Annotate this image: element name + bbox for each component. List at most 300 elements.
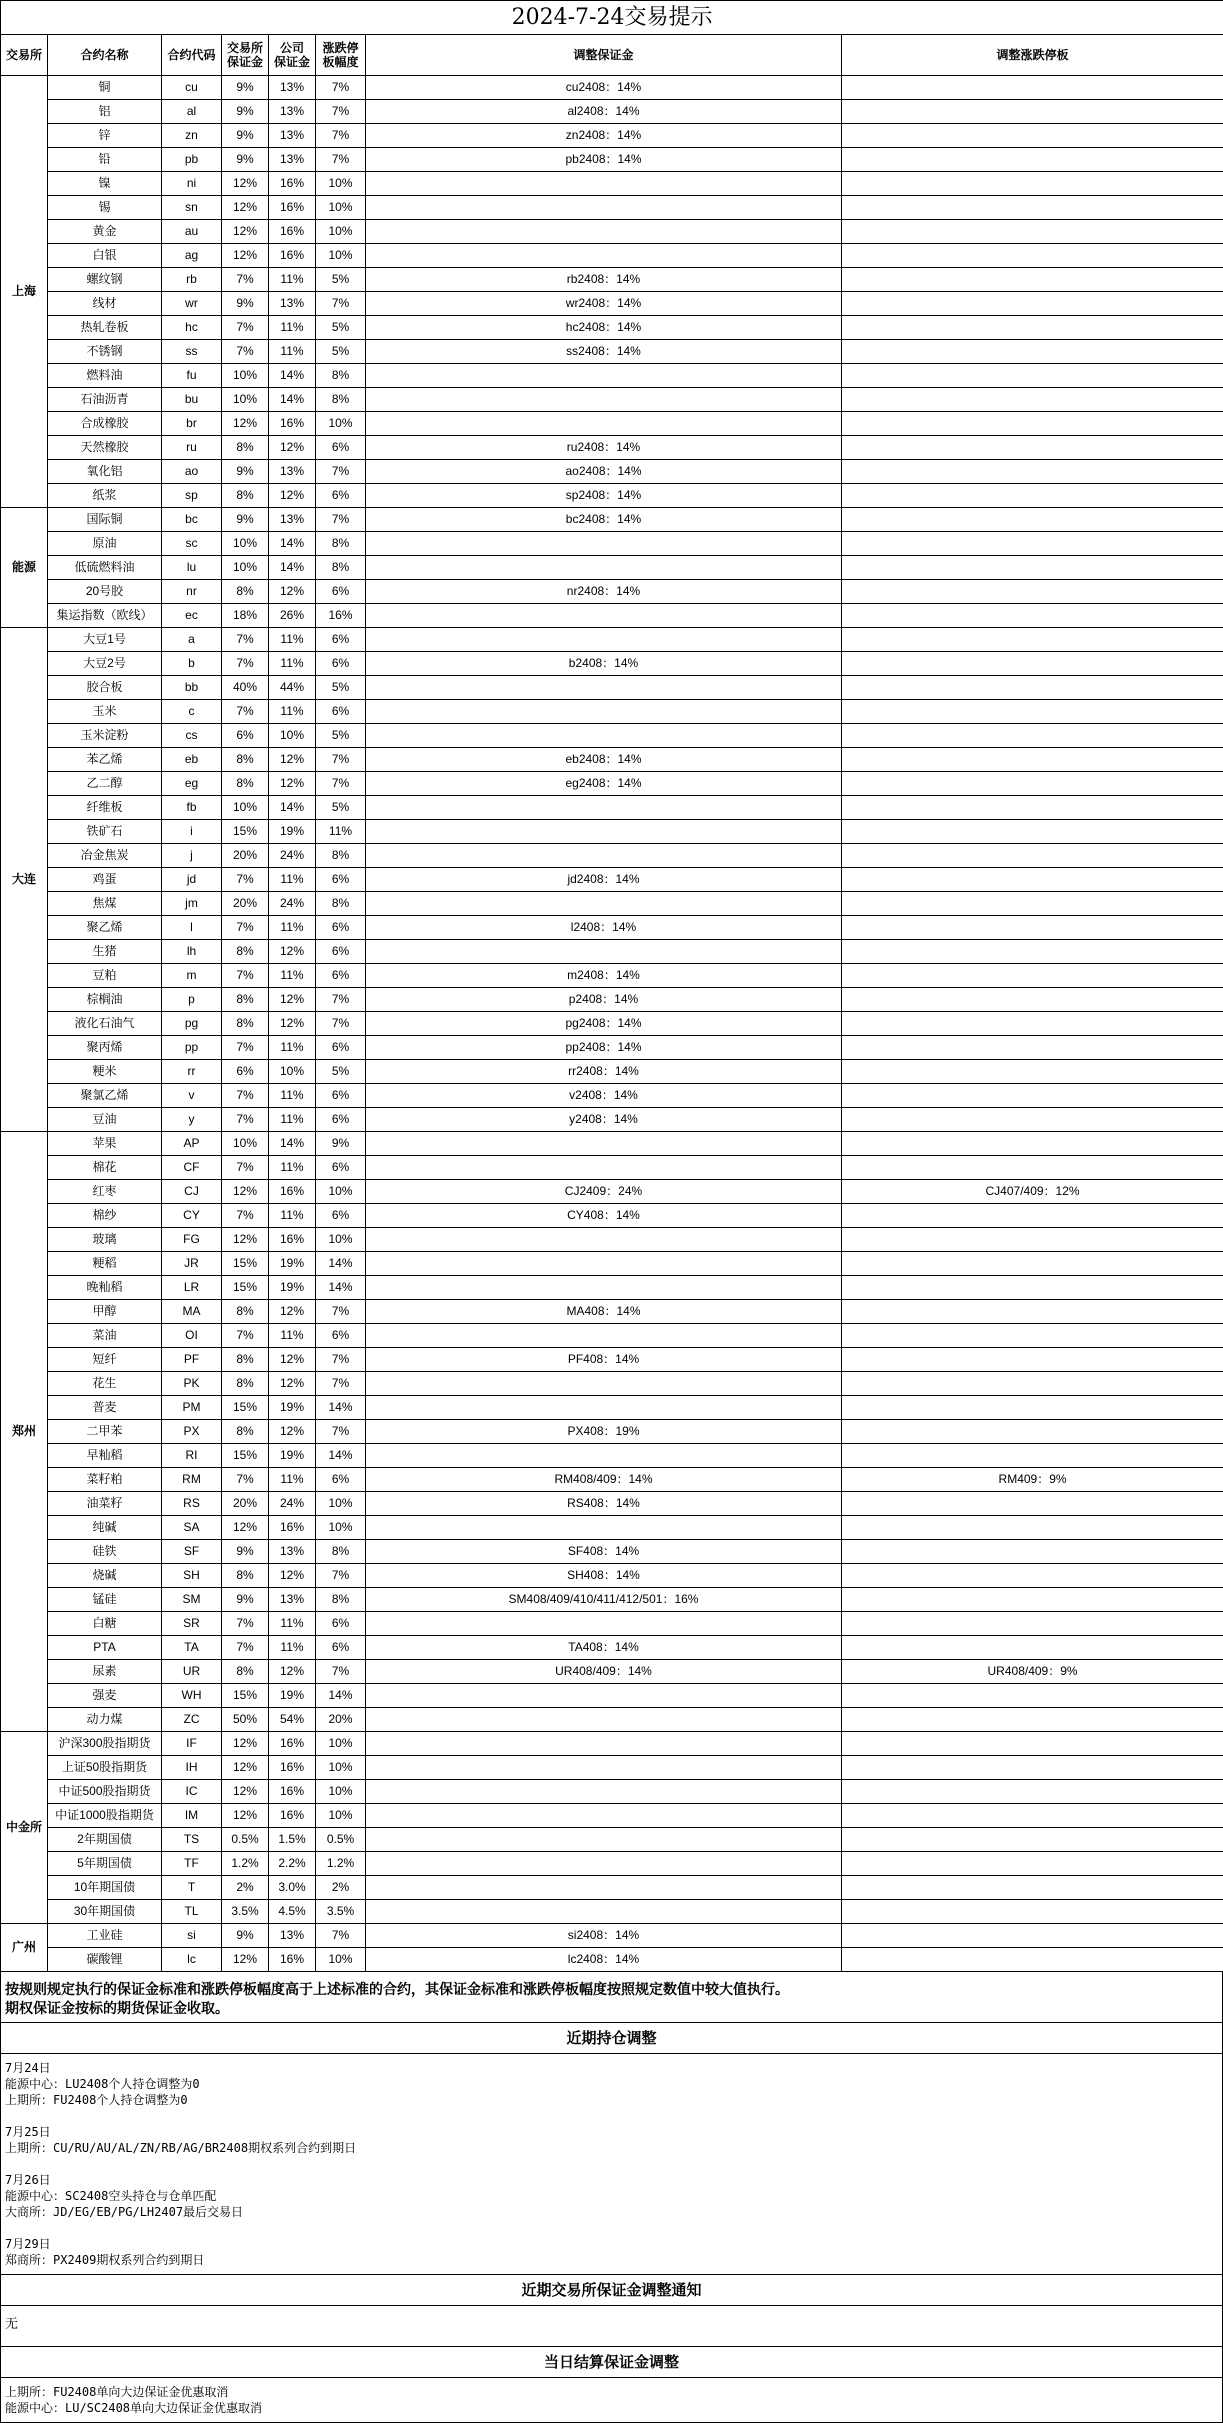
position-adjust-line: 能源中心：SC2408空头持仓与仓单匹配 [5, 2188, 1218, 2204]
table-row [1, 484, 1223, 508]
header-adjusted-limit: 调整涨跌停板 [842, 35, 1223, 76]
company-margin-cell: 24% [269, 1492, 316, 1516]
price-limit-cell: 7% [316, 292, 366, 316]
price-limit-cell: 6% [316, 1084, 366, 1108]
adjusted-margin-cell [366, 364, 842, 388]
exchange-margin-cell: 9% [222, 292, 269, 316]
table-row [1, 988, 1223, 1012]
price-limit-cell: 6% [316, 916, 366, 940]
adjusted-limit-cell [842, 436, 1223, 460]
exchange-margin-cell: 0.5% [222, 1828, 269, 1852]
contract-name-cell: 棕榈油 [48, 988, 162, 1012]
company-margin-cell: 14% [269, 532, 316, 556]
contract-code-cell: zn [162, 124, 222, 148]
price-limit-cell: 7% [316, 1660, 366, 1684]
price-limit-cell: 10% [316, 1180, 366, 1204]
company-margin-cell: 16% [269, 244, 316, 268]
price-limit-cell: 2% [316, 1876, 366, 1900]
adjusted-margin-cell [366, 1276, 842, 1300]
table-row [1, 412, 1223, 436]
table-row [1, 1036, 1223, 1060]
exchange-margin-cell: 9% [222, 148, 269, 172]
contract-code-cell: nr [162, 580, 222, 604]
table-row [1, 844, 1223, 868]
adjusted-limit-cell [842, 1612, 1223, 1636]
adjusted-limit-cell [842, 316, 1223, 340]
exchange-margin-cell: 7% [222, 268, 269, 292]
adjusted-limit-cell [842, 868, 1223, 892]
contract-name-cell: 液化石油气 [48, 1012, 162, 1036]
contract-name-cell: 棉纱 [48, 1204, 162, 1228]
price-limit-cell: 14% [316, 1252, 366, 1276]
adjusted-margin-cell: UR408/409：14% [366, 1660, 842, 1684]
company-margin-cell: 16% [269, 1804, 316, 1828]
price-limit-cell: 10% [316, 220, 366, 244]
exchange-margin-cell: 12% [222, 1780, 269, 1804]
company-margin-cell: 14% [269, 388, 316, 412]
contract-name-cell: 尿素 [48, 1660, 162, 1684]
adjusted-margin-cell [366, 220, 842, 244]
contract-name-cell: 氧化铝 [48, 460, 162, 484]
adjusted-margin-cell [366, 604, 842, 628]
contract-code-cell: ni [162, 172, 222, 196]
contract-name-cell: 早籼稻 [48, 1444, 162, 1468]
adjusted-margin-cell [366, 1252, 842, 1276]
company-margin-cell: 11% [269, 1084, 316, 1108]
adjusted-margin-cell: CY408：14% [366, 1204, 842, 1228]
company-margin-cell: 10% [269, 1060, 316, 1084]
contract-code-cell: AP [162, 1132, 222, 1156]
adjusted-limit-cell [842, 1348, 1223, 1372]
adjusted-margin-cell [366, 844, 842, 868]
contract-code-cell: lu [162, 556, 222, 580]
company-margin-cell: 19% [269, 820, 316, 844]
price-limit-cell: 9% [316, 1132, 366, 1156]
exchange-margin-cell: 7% [222, 1468, 269, 1492]
contract-name-cell: 普麦 [48, 1396, 162, 1420]
contract-name-cell: 2年期国债 [48, 1828, 162, 1852]
table-row [1, 748, 1223, 772]
price-limit-cell: 7% [316, 100, 366, 124]
adjusted-limit-cell [842, 1540, 1223, 1564]
company-margin-cell: 13% [269, 508, 316, 532]
adjusted-margin-cell: eg2408：14% [366, 772, 842, 796]
exchange-margin-cell: 7% [222, 1108, 269, 1132]
adjusted-limit-cell [842, 220, 1223, 244]
adjusted-limit-cell [842, 1036, 1223, 1060]
table-row [1, 964, 1223, 988]
contract-name-cell: 菜油 [48, 1324, 162, 1348]
contract-code-cell: OI [162, 1324, 222, 1348]
company-margin-cell: 3.0% [269, 1876, 316, 1900]
price-limit-cell: 14% [316, 1276, 366, 1300]
company-margin-cell: 12% [269, 1300, 316, 1324]
contract-code-cell: FG [162, 1228, 222, 1252]
company-margin-cell: 24% [269, 844, 316, 868]
exchange-margin-cell: 18% [222, 604, 269, 628]
adjusted-margin-cell [366, 556, 842, 580]
margin-table-body [1, 1, 1223, 1972]
page-title: 2024-7-24交易提示 [1, 1, 1223, 35]
company-margin-cell: 12% [269, 1372, 316, 1396]
exchange-margin-cell: 7% [222, 340, 269, 364]
exchange-margin-cell: 20% [222, 892, 269, 916]
adjusted-margin-cell [366, 1900, 842, 1924]
exchange-margin-cell: 15% [222, 820, 269, 844]
adjusted-margin-cell: TA408：14% [366, 1636, 842, 1660]
company-margin-cell: 11% [269, 1036, 316, 1060]
contract-name-cell: 30年期国债 [48, 1900, 162, 1924]
company-margin-cell: 11% [269, 1636, 316, 1660]
exchange-margin-cell: 8% [222, 940, 269, 964]
table-row [1, 1900, 1223, 1924]
contract-code-cell: PK [162, 1372, 222, 1396]
adjusted-margin-cell: zn2408：14% [366, 124, 842, 148]
company-margin-cell: 12% [269, 1564, 316, 1588]
company-margin-cell: 14% [269, 1132, 316, 1156]
contract-code-cell: al [162, 100, 222, 124]
table-row [1, 676, 1223, 700]
table-row [1, 1324, 1223, 1348]
adjusted-limit-cell [842, 1204, 1223, 1228]
table-row [1, 76, 1223, 100]
table-row [1, 1948, 1223, 1972]
price-limit-cell: 5% [316, 268, 366, 292]
adjusted-margin-cell: RS408：14% [366, 1492, 842, 1516]
contract-name-cell: 强麦 [48, 1684, 162, 1708]
contract-code-cell: wr [162, 292, 222, 316]
table-row [1, 532, 1223, 556]
company-margin-cell: 12% [269, 484, 316, 508]
table-row [1, 196, 1223, 220]
contract-name-cell: 粳米 [48, 1060, 162, 1084]
exchange-margin-cell: 8% [222, 988, 269, 1012]
price-limit-cell: 5% [316, 676, 366, 700]
price-limit-cell: 7% [316, 772, 366, 796]
exchange-cell: 中金所 [1, 1732, 48, 1924]
exchange-cell: 广州 [1, 1924, 48, 1972]
exchange-margin-cell: 7% [222, 628, 269, 652]
adjusted-margin-cell [366, 1612, 842, 1636]
company-margin-cell: 13% [269, 292, 316, 316]
contract-code-cell: TL [162, 1900, 222, 1924]
company-margin-cell: 13% [269, 100, 316, 124]
price-limit-cell: 7% [316, 1420, 366, 1444]
table-row [1, 1156, 1223, 1180]
adjusted-margin-cell [366, 1876, 842, 1900]
table-row [1, 220, 1223, 244]
contract-code-cell: SH [162, 1564, 222, 1588]
adjusted-margin-cell [366, 1732, 842, 1756]
contract-name-cell: 玻璃 [48, 1228, 162, 1252]
price-limit-cell: 20% [316, 1708, 366, 1732]
price-limit-cell: 8% [316, 364, 366, 388]
contract-name-cell: 铜 [48, 76, 162, 100]
company-margin-cell: 11% [269, 1108, 316, 1132]
adjusted-margin-cell [366, 1156, 842, 1180]
adjusted-margin-cell: nr2408：14% [366, 580, 842, 604]
exchange-cell: 大连 [1, 628, 48, 1132]
adjusted-limit-cell [842, 1300, 1223, 1324]
price-limit-cell: 0.5% [316, 1828, 366, 1852]
adjusted-margin-cell [366, 1132, 842, 1156]
adjusted-margin-cell [366, 1396, 842, 1420]
adjusted-margin-cell [366, 1804, 842, 1828]
contract-name-cell: 甲醇 [48, 1300, 162, 1324]
company-margin-cell: 2.2% [269, 1852, 316, 1876]
adjusted-limit-cell [842, 100, 1223, 124]
price-limit-cell: 8% [316, 844, 366, 868]
contract-name-cell: 铅 [48, 148, 162, 172]
position-adjust-line: 大商所：JD/EG/EB/PG/LH2407最后交易日 [5, 2204, 1218, 2220]
position-adjust-line: 郑商所：PX2409期权系列合约到期日 [5, 2252, 1218, 2268]
contract-code-cell: PM [162, 1396, 222, 1420]
company-margin-cell: 11% [269, 1468, 316, 1492]
contract-code-cell: bu [162, 388, 222, 412]
price-limit-cell: 6% [316, 964, 366, 988]
adjusted-limit-cell [842, 1084, 1223, 1108]
price-limit-cell: 10% [316, 1516, 366, 1540]
company-margin-cell: 12% [269, 436, 316, 460]
price-limit-cell: 6% [316, 1204, 366, 1228]
adjusted-limit-cell [842, 1324, 1223, 1348]
adjusted-margin-cell: ss2408：14% [366, 340, 842, 364]
table-row [1, 316, 1223, 340]
contract-name-cell: 线材 [48, 292, 162, 316]
contract-name-cell: 沪深300股指期货 [48, 1732, 162, 1756]
exchange-margin-cell: 8% [222, 1372, 269, 1396]
contract-name-cell: 中证500股指期货 [48, 1780, 162, 1804]
contract-code-cell: RS [162, 1492, 222, 1516]
adjusted-limit-cell [842, 748, 1223, 772]
table-row [1, 1780, 1223, 1804]
adjusted-limit-cell [842, 532, 1223, 556]
adjusted-limit-cell [842, 1012, 1223, 1036]
adjusted-limit-cell [842, 1444, 1223, 1468]
table-row [1, 1396, 1223, 1420]
exchange-margin-cell: 7% [222, 868, 269, 892]
contract-name-cell: 聚丙烯 [48, 1036, 162, 1060]
price-limit-cell: 10% [316, 1948, 366, 1972]
contract-name-cell: PTA [48, 1636, 162, 1660]
contract-code-cell: bb [162, 676, 222, 700]
company-margin-cell: 14% [269, 364, 316, 388]
position-adjust-line: 上期所：FU2408个人持仓调整为0 [5, 2092, 1218, 2108]
contract-code-cell: TA [162, 1636, 222, 1660]
contract-code-cell: SM [162, 1588, 222, 1612]
contract-code-cell: CF [162, 1156, 222, 1180]
exchange-margin-cell: 12% [222, 1732, 269, 1756]
adjusted-limit-cell [842, 1228, 1223, 1252]
header-adjusted-margin: 调整保证金 [366, 35, 842, 76]
table-row [1, 148, 1223, 172]
adjusted-margin-cell [366, 1756, 842, 1780]
exchange-margin-cell: 3.5% [222, 1900, 269, 1924]
price-limit-cell: 3.5% [316, 1900, 366, 1924]
adjusted-limit-cell [842, 1252, 1223, 1276]
contract-name-cell: 冶金焦炭 [48, 844, 162, 868]
exchange-margin-cell: 10% [222, 1132, 269, 1156]
table-row [1, 1708, 1223, 1732]
table-row [1, 772, 1223, 796]
table-row [1, 1660, 1223, 1684]
company-margin-cell: 16% [269, 412, 316, 436]
price-limit-cell: 7% [316, 508, 366, 532]
adjusted-margin-cell: PX408：19% [366, 1420, 842, 1444]
contract-code-cell: PX [162, 1420, 222, 1444]
company-margin-cell: 13% [269, 460, 316, 484]
contract-name-cell: 工业硅 [48, 1924, 162, 1948]
company-margin-cell: 12% [269, 1420, 316, 1444]
contract-code-cell: i [162, 820, 222, 844]
adjusted-limit-cell [842, 172, 1223, 196]
adjusted-margin-cell: PF408：14% [366, 1348, 842, 1372]
company-margin-cell: 12% [269, 580, 316, 604]
contract-name-cell: 玉米 [48, 700, 162, 724]
adjusted-limit-cell [842, 796, 1223, 820]
price-limit-cell: 10% [316, 412, 366, 436]
contract-code-cell: br [162, 412, 222, 436]
adjusted-limit-cell [842, 1804, 1223, 1828]
rule-note-line-1: 按规则规定执行的保证金标准和涨跌停板幅度高于上述标准的合约，其保证金标准和涨跌停板幅度按照规定数值中较大值执行。 [5, 1980, 1218, 1999]
price-limit-cell: 14% [316, 1684, 366, 1708]
contract-code-cell: SF [162, 1540, 222, 1564]
contract-code-cell: rr [162, 1060, 222, 1084]
company-margin-cell: 16% [269, 1180, 316, 1204]
contract-name-cell: 苯乙烯 [48, 748, 162, 772]
table-row [1, 460, 1223, 484]
price-limit-cell: 6% [316, 1324, 366, 1348]
price-limit-cell: 8% [316, 532, 366, 556]
company-margin-cell: 11% [269, 340, 316, 364]
price-limit-cell: 10% [316, 1228, 366, 1252]
company-margin-cell: 4.5% [269, 1900, 316, 1924]
adjusted-limit-cell [842, 292, 1223, 316]
position-adjust-date: 7月25日 [5, 2124, 1218, 2140]
contract-name-cell: 中证1000股指期货 [48, 1804, 162, 1828]
contract-code-cell: sp [162, 484, 222, 508]
contract-code-cell: WH [162, 1684, 222, 1708]
price-limit-cell: 6% [316, 1468, 366, 1492]
adjusted-limit-cell: UR408/409：9% [842, 1660, 1223, 1684]
adjusted-margin-cell [366, 1828, 842, 1852]
company-margin-cell: 13% [269, 1540, 316, 1564]
adjusted-margin-cell: pp2408：14% [366, 1036, 842, 1060]
table-row [1, 388, 1223, 412]
adjusted-margin-cell: SH408：14% [366, 1564, 842, 1588]
table-row [1, 1180, 1223, 1204]
header-contract-name: 合约名称 [48, 35, 162, 76]
settlement-adjust-title: 当日结算保证金调整 [1, 2347, 1222, 2378]
contract-name-cell: 天然橡胶 [48, 436, 162, 460]
contract-code-cell: pb [162, 148, 222, 172]
table-row [1, 1732, 1223, 1756]
rule-note [1, 1972, 1222, 2023]
contract-name-cell: 烧碱 [48, 1564, 162, 1588]
header-row [1, 35, 1223, 76]
table-row [1, 436, 1223, 460]
company-margin-cell: 16% [269, 1228, 316, 1252]
adjusted-limit-cell [842, 1756, 1223, 1780]
adjusted-margin-cell: l2408：14% [366, 916, 842, 940]
position-adjust-date: 7月24日 [5, 2060, 1218, 2076]
contract-name-cell: 集运指数（欧线） [48, 604, 162, 628]
adjusted-margin-cell [366, 676, 842, 700]
adjusted-limit-cell: CJ407/409：12% [842, 1180, 1223, 1204]
company-margin-cell: 44% [269, 676, 316, 700]
company-margin-cell: 11% [269, 652, 316, 676]
adjusted-limit-cell [842, 1588, 1223, 1612]
contract-code-cell: TS [162, 1828, 222, 1852]
exchange-margin-cell: 7% [222, 652, 269, 676]
adjusted-margin-cell: pg2408：14% [366, 1012, 842, 1036]
table-row [1, 1852, 1223, 1876]
contract-code-cell: m [162, 964, 222, 988]
adjusted-margin-cell [366, 820, 842, 844]
table-row [1, 1444, 1223, 1468]
adjusted-limit-cell [842, 652, 1223, 676]
exchange-margin-cell: 8% [222, 1660, 269, 1684]
price-limit-cell: 7% [316, 124, 366, 148]
company-margin-cell: 11% [269, 1324, 316, 1348]
exchange-cell: 上海 [1, 76, 48, 508]
price-limit-cell: 7% [316, 1348, 366, 1372]
company-margin-cell: 10% [269, 724, 316, 748]
header-price-limit: 涨跌停 板幅度 [316, 35, 366, 76]
exchange-margin-cell: 7% [222, 1036, 269, 1060]
contract-code-cell: p [162, 988, 222, 1012]
price-limit-cell: 14% [316, 1396, 366, 1420]
price-limit-cell: 6% [316, 1612, 366, 1636]
contract-code-cell: MA [162, 1300, 222, 1324]
exchange-margin-cell: 7% [222, 964, 269, 988]
adjusted-limit-cell [842, 1372, 1223, 1396]
adjusted-limit-cell [842, 1780, 1223, 1804]
exchange-margin-cell: 10% [222, 364, 269, 388]
table-row [1, 1420, 1223, 1444]
exchange-margin-cell: 8% [222, 1348, 269, 1372]
adjusted-limit-cell [842, 1492, 1223, 1516]
price-limit-cell: 10% [316, 1780, 366, 1804]
company-margin-cell: 13% [269, 1924, 316, 1948]
adjusted-limit-cell [842, 1708, 1223, 1732]
adjusted-limit-cell [842, 124, 1223, 148]
contract-name-cell: 聚乙烯 [48, 916, 162, 940]
company-margin-cell: 13% [269, 124, 316, 148]
exchange-margin-cell: 12% [222, 244, 269, 268]
company-margin-cell: 11% [269, 868, 316, 892]
adjusted-margin-cell: SF408：14% [366, 1540, 842, 1564]
position-adjust-date: 7月26日 [5, 2172, 1218, 2188]
contract-name-cell: 豆油 [48, 1108, 162, 1132]
table-row [1, 1804, 1223, 1828]
adjusted-margin-cell [366, 172, 842, 196]
contract-code-cell: fu [162, 364, 222, 388]
contract-code-cell: IM [162, 1804, 222, 1828]
adjusted-limit-cell [842, 988, 1223, 1012]
adjusted-margin-cell: cu2408：14% [366, 76, 842, 100]
adjusted-limit-cell [842, 364, 1223, 388]
adjusted-limit-cell [842, 940, 1223, 964]
position-adjust-group [5, 2124, 1218, 2156]
table-row [1, 244, 1223, 268]
price-limit-cell: 7% [316, 1012, 366, 1036]
table-row [1, 868, 1223, 892]
adjusted-margin-cell [366, 1444, 842, 1468]
adjusted-margin-cell [366, 1324, 842, 1348]
price-limit-cell: 8% [316, 892, 366, 916]
exchange-margin-cell: 7% [222, 1084, 269, 1108]
